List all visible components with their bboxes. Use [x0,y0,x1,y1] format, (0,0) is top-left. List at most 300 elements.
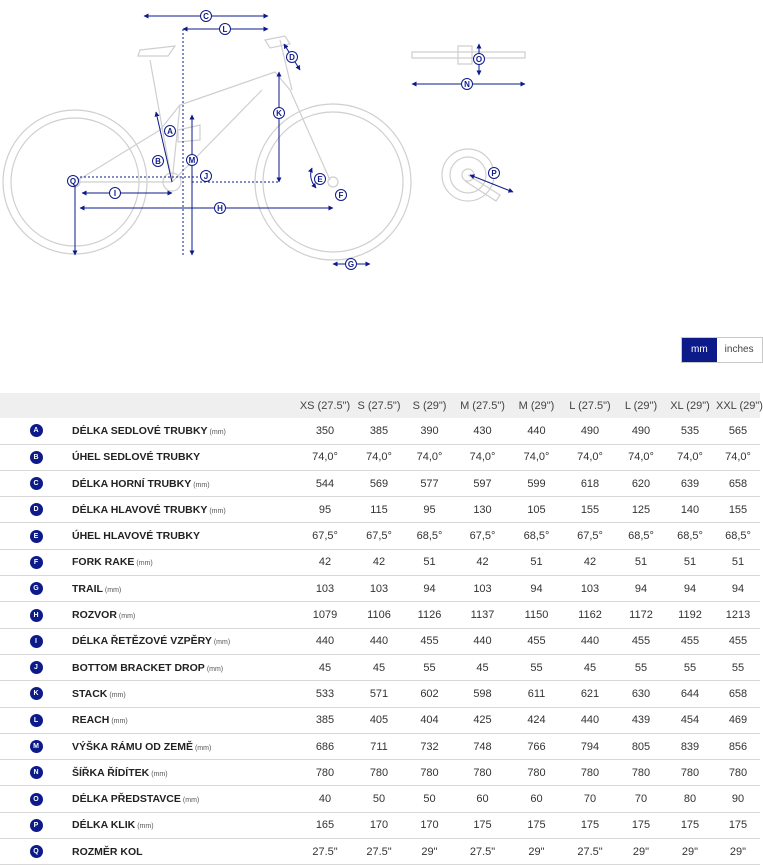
table-cell: 45 [353,654,405,680]
table-cell: 455 [405,628,454,654]
measure-letter-cell [0,576,72,602]
measure-name-cell [72,839,297,865]
table-cell: 1126 [405,602,454,628]
table-cell: 385 [353,418,405,444]
table-row [0,470,760,496]
measure-name-cell [72,576,297,602]
table-cell: 618 [562,470,618,496]
table-cell: 70 [618,786,664,812]
table-cell: 839 [664,733,716,759]
table-cell: 856 [716,733,760,759]
svg-text:Q: Q [69,177,77,186]
table-cell: 569 [353,470,405,496]
table-cell: 155 [716,497,760,523]
table-cell: 175 [562,812,618,838]
table-cell: 711 [353,733,405,759]
table-cell: 598 [454,681,511,707]
table-row [0,444,760,470]
table-cell: 170 [405,812,454,838]
unit-inches-button[interactable]: inches [724,344,754,355]
measure-name: ÚHEL HLAVOVÉ TRUBKY [72,530,200,543]
measure-unit: (mm) [193,481,210,489]
svg-text:D: D [289,53,295,62]
measure-name: DÉLKA SEDLOVÉ TRUBKY [72,424,208,437]
measure-letter-badge: M [30,740,43,753]
measure-name: TRAIL [72,582,103,595]
table-cell: 440 [297,628,353,654]
table-cell: 544 [297,470,353,496]
measure-unit: (mm) [206,665,224,673]
table-cell: 175 [511,812,562,838]
table-cell: 165 [297,812,353,838]
table-cell: 571 [353,681,405,707]
table-cell: 55 [716,654,760,680]
table-cell: 780 [716,760,760,786]
measure-name-cell [72,733,297,759]
diagram-label-f [336,190,347,201]
bike-geometry-diagram [0,0,753,300]
table-cell: 469 [716,707,760,733]
table-cell: 780 [297,760,353,786]
table-cell: 103 [353,576,405,602]
table-cell: 565 [716,418,760,444]
table-row [0,576,760,602]
table-cell: 620 [618,470,664,496]
measure-letter-badge: J [30,661,43,674]
diagram-label-c [201,11,212,22]
diagram-label-a [165,126,176,137]
table-cell: 95 [405,497,454,523]
table-cell: 40 [297,786,353,812]
unit-toggle [681,337,763,363]
table-cell: 533 [297,681,353,707]
table-row [0,733,760,759]
table-cell: 780 [511,760,562,786]
table-cell: 611 [511,681,562,707]
table-cell: 599 [511,470,562,496]
table-cell: 55 [511,654,562,680]
measure-letter-badge: B [30,451,43,464]
table-cell: 602 [405,681,454,707]
table-cell: 42 [353,549,405,575]
measure-unit: (mm) [109,691,126,699]
size-header: L (29") [618,393,664,418]
svg-text:J: J [203,172,209,181]
table-cell: 95 [297,497,353,523]
measure-name: DÉLKA ŘETĚZOVÉ VZPĚRY [72,635,212,648]
table-cell: 94 [716,576,760,602]
diagram-label-j [201,171,212,182]
svg-text:I: I [113,189,117,198]
table-cell: 748 [454,733,511,759]
table-cell: 60 [454,786,511,812]
table-cell: 68,5° [405,523,454,549]
measure-name: ROZVOR [72,609,117,622]
table-cell: 42 [297,549,353,575]
diagram-label-p [489,168,500,179]
table-cell: 103 [297,576,353,602]
table-cell: 455 [511,628,562,654]
header-blank [72,393,297,418]
table-cell: 140 [664,497,716,523]
table-cell: 440 [562,707,618,733]
geometry-table [0,393,763,865]
table-cell: 51 [405,549,454,575]
measure-unit: (mm) [209,507,226,515]
diagram-label-b [153,156,164,167]
measure-name-cell [72,812,297,838]
measure-name-cell [72,707,297,733]
table-cell: 29" [511,839,562,865]
table-cell: 27.5" [297,839,353,865]
measure-letter-cell [0,760,72,786]
table-cell: 621 [562,681,618,707]
measure-name: BOTTOM BRACKET DROP [72,661,205,674]
measure-name-cell [72,786,297,812]
table-cell: 430 [454,418,511,444]
table-cell: 67,5° [353,523,405,549]
measure-letter-badge: Q [30,845,43,858]
table-cell: 68,5° [716,523,760,549]
table-cell: 42 [454,549,511,575]
table-cell: 658 [716,681,760,707]
table-cell: 74,0° [511,444,562,470]
measure-name-cell [72,549,297,575]
table-cell: 630 [618,681,664,707]
table-cell: 45 [454,654,511,680]
table-cell: 55 [618,654,664,680]
table-cell: 68,5° [618,523,664,549]
measure-unit: (mm) [104,586,122,594]
table-cell: 780 [405,760,454,786]
measure-letter-badge: F [30,556,43,569]
table-cell: 644 [664,681,716,707]
table-row [0,602,760,628]
svg-text:N: N [464,80,470,89]
table-cell: 1079 [297,602,353,628]
measure-name: REACH [72,714,110,727]
diagram-label-d [287,52,298,63]
table-cell: 29" [405,839,454,865]
svg-text:E: E [317,175,323,184]
measure-name: STACK [72,687,108,700]
table-cell: 780 [664,760,716,786]
measure-unit: (mm) [194,744,212,752]
measure-unit: (mm) [182,797,200,805]
table-cell: 27.5" [562,839,618,865]
svg-text:A: A [167,127,173,136]
table-cell: 74,0° [562,444,618,470]
table-cell: 440 [511,418,562,444]
table-cell: 74,0° [454,444,511,470]
measure-letter-cell [0,497,72,523]
table-cell: 425 [454,707,511,733]
table-cell: 42 [562,549,618,575]
measure-name: DÉLKA HLAVOVÉ TRUBKY [72,503,208,516]
table-row [0,812,760,838]
table-cell: 424 [511,707,562,733]
measure-name: DÉLKA HORNÍ TRUBKY [72,477,192,490]
table-row [0,497,760,523]
table-cell: 390 [405,418,454,444]
size-header: S (27.5") [353,393,405,418]
svg-text:O: O [475,55,483,64]
table-cell: 29" [664,839,716,865]
table-cell: 74,0° [353,444,405,470]
table-cell: 455 [716,628,760,654]
table-cell: 1137 [454,602,511,628]
table-cell: 780 [618,760,664,786]
table-cell: 51 [618,549,664,575]
table-cell: 55 [405,654,454,680]
table-cell: 94 [405,576,454,602]
table-cell: 74,0° [618,444,664,470]
table-cell: 535 [664,418,716,444]
measure-letter-badge: D [30,503,43,516]
table-cell: 405 [353,707,405,733]
measure-name: DÉLKA KLIK [72,819,136,832]
measure-name-cell [72,760,297,786]
table-cell: 74,0° [664,444,716,470]
table-cell: 1150 [511,602,562,628]
table-row [0,839,760,865]
table-cell: 94 [664,576,716,602]
measure-name: ROZMĚR KOL [72,845,143,858]
svg-text:C: C [203,12,209,21]
table-cell: 385 [297,707,353,733]
diagram-label-i [110,188,121,199]
measure-letter-cell [0,786,72,812]
measure-letter-badge: H [30,609,43,622]
table-cell: 94 [618,576,664,602]
size-header: XS (27.5") [297,393,353,418]
table-cell: 404 [405,707,454,733]
measure-letter-cell [0,418,72,444]
table-cell: 597 [454,470,511,496]
table-cell: 1106 [353,602,405,628]
table-cell: 80 [664,786,716,812]
table-cell: 90 [716,786,760,812]
header-blank [0,393,72,418]
table-cell: 67,5° [454,523,511,549]
diagram-label-q [68,176,79,187]
measure-name-cell [72,654,297,680]
table-cell: 45 [562,654,618,680]
table-row [0,523,760,549]
table-row [0,418,760,444]
table-cell: 780 [562,760,618,786]
bike-outline [3,36,525,260]
measure-unit: (mm) [111,718,128,726]
table-cell: 440 [562,628,618,654]
measure-letter-badge: I [30,635,43,648]
table-cell: 105 [511,497,562,523]
table-cell: 125 [618,497,664,523]
measure-letter-cell [0,733,72,759]
table-cell: 74,0° [297,444,353,470]
table-cell: 29" [618,839,664,865]
size-header: XL (29") [664,393,716,418]
size-header: L (27.5") [562,393,618,418]
table-cell: 103 [562,576,618,602]
measure-unit: (mm) [118,613,136,621]
svg-text:L: L [222,25,228,34]
measure-letter-cell [0,654,72,680]
measure-letter-cell [0,470,72,496]
svg-text:K: K [276,109,282,118]
measure-letter-cell [0,681,72,707]
table-cell: 68,5° [664,523,716,549]
table-cell: 155 [562,497,618,523]
table-cell: 103 [454,576,511,602]
table-cell: 51 [716,549,760,575]
table-cell: 27.5" [353,839,405,865]
measure-name-cell [72,602,297,628]
table-cell: 732 [405,733,454,759]
table-cell: 686 [297,733,353,759]
table-cell: 68,5° [511,523,562,549]
measure-letter-badge: N [30,766,43,779]
measure-unit: (mm) [151,770,168,778]
table-row [0,786,760,812]
table-row [0,681,760,707]
measure-letter-badge: L [30,714,43,727]
diagram-label-g [346,259,357,270]
measure-letter-cell [0,707,72,733]
table-cell: 805 [618,733,664,759]
table-cell: 639 [664,470,716,496]
table-cell: 94 [511,576,562,602]
size-header: M (29") [511,393,562,418]
table-cell: 51 [664,549,716,575]
table-cell: 766 [511,733,562,759]
svg-text:F: F [338,191,344,200]
diagram-label-h [215,203,226,214]
table-row [0,654,760,680]
measure-letter-cell [0,628,72,654]
table-cell: 577 [405,470,454,496]
diagram-label-n [462,79,473,90]
size-header: M (27.5") [454,393,511,418]
measure-unit: (mm) [209,428,226,436]
table-cell: 45 [297,654,353,680]
table-cell: 794 [562,733,618,759]
size-header-row [0,393,760,418]
table-cell: 175 [716,812,760,838]
svg-text:G: G [347,260,355,269]
diagram-label-e [315,174,326,185]
measure-letter-cell [0,839,72,865]
measure-name: ŠÍŘKA ŘÍDÍTEK [72,766,150,779]
unit-mm-button[interactable]: mm [682,338,717,362]
measure-name: VÝŠKA RÁMU OD ZEMĚ [72,740,193,753]
measure-letter-badge: E [30,530,43,543]
table-cell: 70 [562,786,618,812]
measure-letter-cell [0,602,72,628]
table-cell: 454 [664,707,716,733]
table-cell: 74,0° [716,444,760,470]
table-cell: 1172 [618,602,664,628]
table-cell: 440 [353,628,405,654]
table-cell: 60 [511,786,562,812]
table-cell: 67,5° [297,523,353,549]
measure-letter-badge: C [30,477,43,490]
table-cell: 455 [664,628,716,654]
measure-name: FORK RAKE [72,556,135,569]
table-cell: 29" [716,839,760,865]
svg-text:M: M [188,156,196,165]
measure-unit: (mm) [137,823,154,831]
table-cell: 440 [454,628,511,654]
measure-letter-badge: A [30,424,43,437]
table-cell: 130 [454,497,511,523]
measure-letter-cell [0,444,72,470]
table-cell: 170 [353,812,405,838]
table-cell: 780 [353,760,405,786]
table-cell: 780 [454,760,511,786]
table-cell: 490 [562,418,618,444]
measure-letter-badge: P [30,819,43,832]
table-cell: 55 [664,654,716,680]
measure-name-cell [72,497,297,523]
measure-letter-cell [0,549,72,575]
table-cell: 74,0° [405,444,454,470]
measure-name-cell [72,628,297,654]
measure-unit: (mm) [136,560,153,568]
table-row [0,628,760,654]
svg-text:H: H [217,204,223,213]
diagram-label-o [474,54,485,65]
measure-letter-cell [0,523,72,549]
measure-unit: (mm) [213,639,231,647]
measure-letter-badge: O [30,793,43,806]
table-row [0,549,760,575]
table-row [0,760,760,786]
measure-name-cell [72,523,297,549]
table-cell: 175 [664,812,716,838]
table-cell: 490 [618,418,664,444]
measure-letter-badge: K [30,687,43,700]
table-cell: 1213 [716,602,760,628]
table-cell: 350 [297,418,353,444]
table-cell: 455 [618,628,664,654]
measure-name-cell [72,418,297,444]
table-cell: 1192 [664,602,716,628]
measure-name: ÚHEL SEDLOVÉ TRUBKY [72,451,201,464]
table-cell: 67,5° [562,523,618,549]
svg-text:B: B [155,157,161,166]
size-header: S (29") [405,393,454,418]
table-cell: 50 [353,786,405,812]
table-cell: 27.5" [454,839,511,865]
measure-name-cell [72,444,297,470]
measure-name: DÉLKA PŘEDSTAVCE [72,793,181,806]
svg-text:P: P [491,169,497,178]
table-cell: 439 [618,707,664,733]
table-cell: 50 [405,786,454,812]
table-cell: 175 [454,812,511,838]
table-cell: 115 [353,497,405,523]
measure-letter-badge: G [30,582,43,595]
diagram-label-m [187,155,198,166]
table-cell: 1162 [562,602,618,628]
table-cell: 175 [618,812,664,838]
measure-name-cell [72,470,297,496]
measure-name-cell [72,681,297,707]
measure-letter-cell [0,812,72,838]
size-header: XXL (29") [716,393,760,418]
table-cell: 51 [511,549,562,575]
